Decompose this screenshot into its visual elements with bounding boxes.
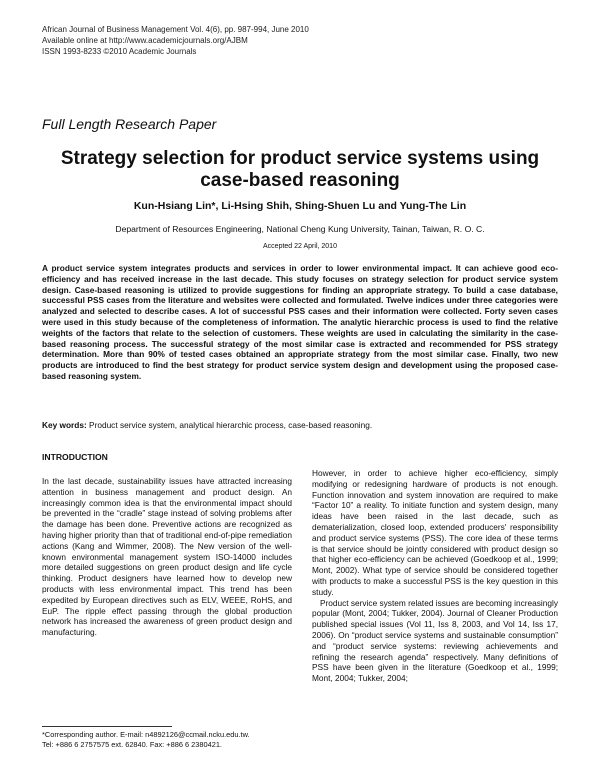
journal-issn: ISSN 1993-8233 ©2010 Academic Journals [42, 47, 197, 56]
paragraph: Product service system related issues are becoming increasingly popular (Mont, 2004; Tukker, 2004). Journal of Cleaner Production published special issues (Vol 11, Iss 8, 2003, and Vol 14, Iss 17, 2006). On “product service systems and sustainable consumption” and “product service systems: reviewing achievements and refining the research agenda” respectively. Many definitions of PSS have been given in the literature (Goedkoop et al., 1999; Mont, 2004; Tukker, 2004; [312, 597, 558, 684]
footnote-divider [42, 726, 172, 727]
journal-header [42, 24, 309, 57]
abstract: A product service system integrates products and services in order to lower environmental impact. It can achieve good eco-efficiency and has received increase in the last decade. This study focuses on strategy selection for product service system design. Case-based reasoning is utilized to provide suggestions for finding an appropriate strategy. To build a case database, successful PSS cases from the literature and websites were collected and formulated. Twelve indices under three categories were analyzed and selected to describe cases. A lot of successful PSS cases and their information were collected. Forty seven cases were used in this study because of the completeness of information. The analytic hierarchic process is used to find the relative weights of the factors that relate to the selection of customers. These weights are used in calculating the similarity in the case-based reasoning process. The successful strategy of the most similar case is extracted and recommended for PSS strategy determination. More than 90% of tested cases obtained an appropriate strategy from the most similar case. Finally, two new products are introduced to find the best strategy for product service system design and development using the proposed case-based reasoning system. [42, 263, 558, 381]
body-right-column [312, 468, 558, 684]
footnote [42, 730, 302, 750]
footnote-email: *Corresponding author. E-mail: n4892126@ccmail.ncku.edu.tw. [42, 730, 250, 739]
footnote-phone: Tel: +886 6 2757575 ext. 62840. Fax: +886 6 2380421. [42, 740, 222, 749]
journal-url: Available online at http://www.academicjournals.org/AJBM [42, 36, 248, 45]
paper-title: Strategy selection for product service systems using case-based reasoning [60, 148, 540, 191]
section-heading: INTRODUCTION [42, 452, 108, 462]
journal-citation: African Journal of Business Management Vol. 4(6), pp. 987-994, June 2010 [42, 25, 309, 34]
author-list: Kun-Hsiang Lin*, Li-Hsing Shih, Shing-Shuen Lu and Yung-The Lin [133, 200, 467, 212]
keywords [42, 420, 558, 430]
keywords-label: Key words: [42, 420, 87, 430]
paragraph: However, in order to achieve higher eco-efficiency, simply modifying or redesigning hardware of products is not enough. Function innovation and system innovation are required to make “Factor 10” a reality. To initiate function and system design, many ideas have been raised in the last decade, such as dematerialization, closed loop, extended producers' responsibility and product service systems (PSS). The core idea of these terms is that service should be jointly considered with product design so that higher eco-efficiency can be achieved (Goedkoop et al., 1999; Mont, 2002). What type of service should be considered together with products to make a successful PSS is the key question in this study. [312, 468, 558, 597]
paper-type: Full Length Research Paper [42, 116, 217, 132]
paragraph: In the last decade, sustainability issues have attracted increasing attention in business management and product design. An increasingly common idea is that the environmental impact should be prevented in the “cradle” stage instead of solving problems after the damage has been done. Preventive actions are recognized as having higher priority than that of traditional end-of-pipe remediation actions (Kang and Wimmer, 2008). The New version of the well-known environmental management system ISO-14000 includes more detailed suggestions on green product design and life cycle thinking. Product designers have learned how to develop new products with less environmental impact. This trend has been expedited by European directives such as ELV, WEEE, RoHS, and EuP. The ripple effect passing through the global production network has increased the awareness of green product design and manufacturing. [42, 476, 292, 638]
affiliation: Department of Resources Engineering, National Cheng Kung University, Tainan, Taiwan, R. O. C. [115, 224, 485, 234]
body-left-column [42, 476, 292, 638]
keywords-text: Product service system, analytical hierarchic process, case-based reasoning. [86, 420, 373, 430]
accepted-date: Accepted 22 April, 2010 [263, 243, 337, 250]
